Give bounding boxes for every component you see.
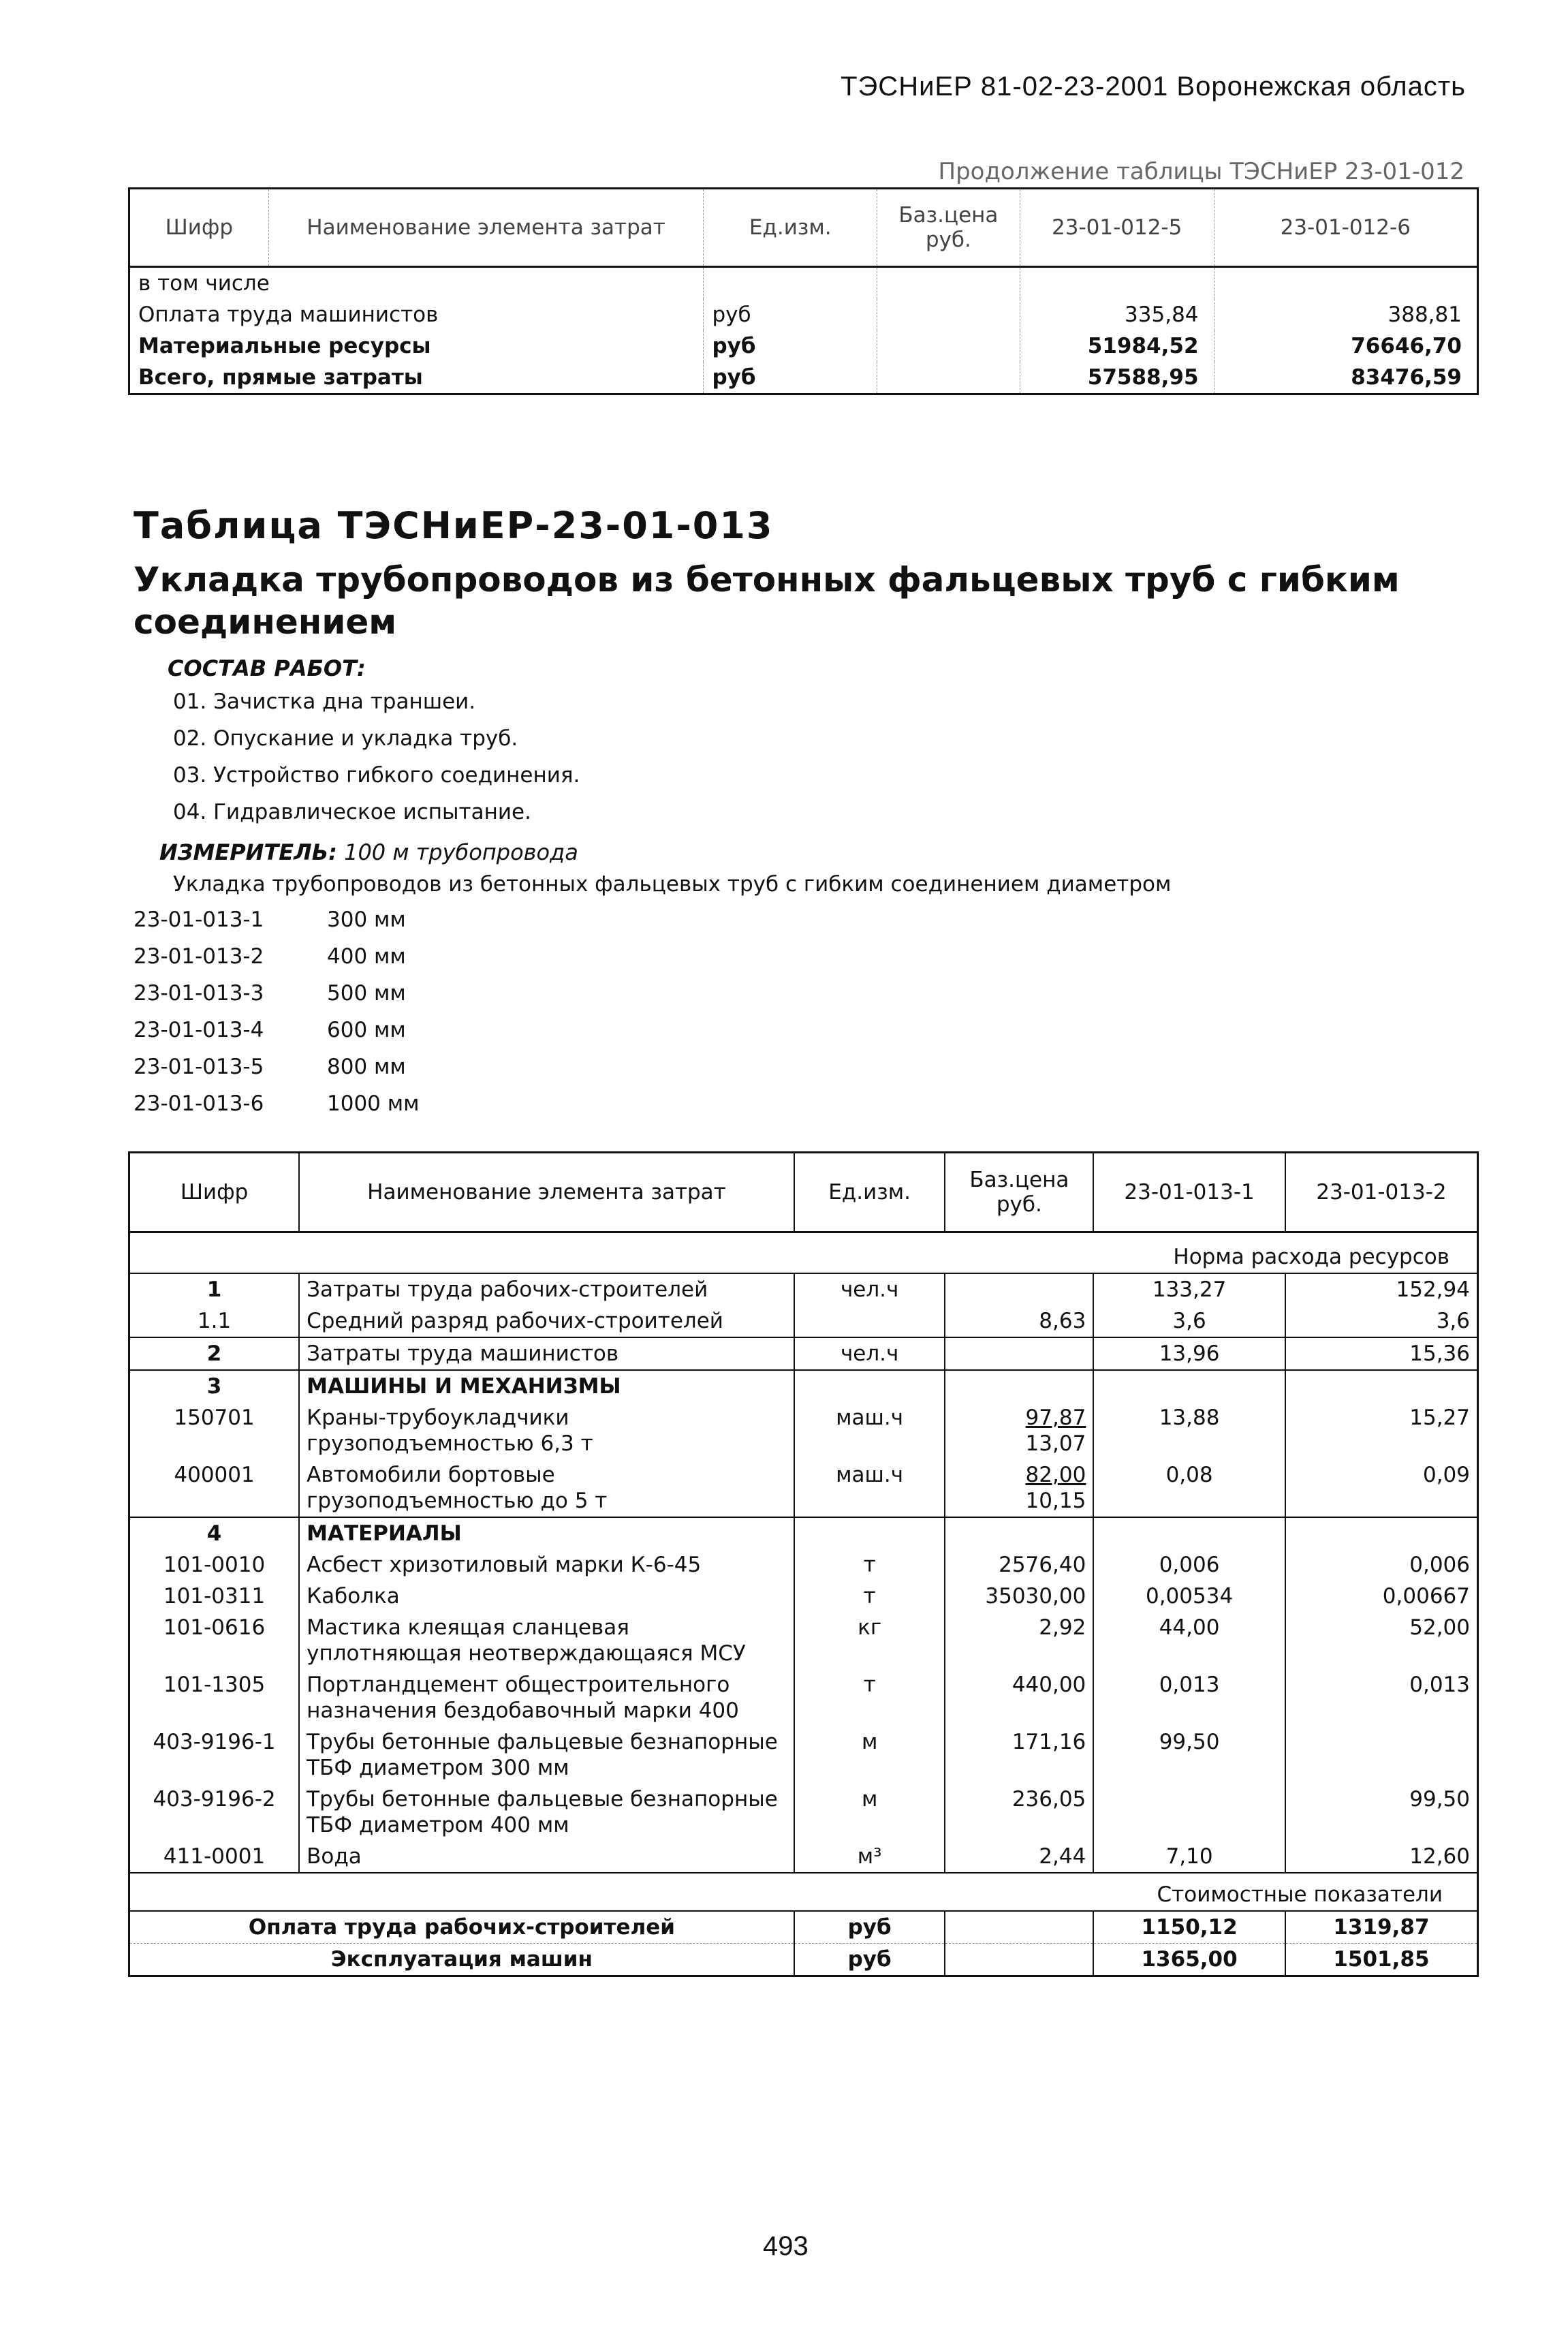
table-row [129, 1517, 1478, 1549]
row-v1: 44,00 [1093, 1612, 1285, 1669]
row-name: Трубы бетонные фальцевые безнапорные ТБФ диаметром 400 мм [299, 1784, 794, 1841]
row-name: Портландцемент общестроительного назначения бездобавочный марки 400 [299, 1669, 794, 1726]
row-unit: руб [704, 362, 877, 394]
row-v1: 0,00534 [1093, 1581, 1285, 1612]
col-header-name: Наименование элемента затрат [299, 1153, 794, 1232]
row-name: МАТЕРИАЛЫ [299, 1517, 794, 1549]
row-name: Всего, прямые затраты [138, 365, 423, 390]
col-header-unit: Ед.изм. [704, 189, 877, 267]
row-name: Автомобили бортовые грузоподъемностью до 5 т [299, 1459, 794, 1517]
row-v2: 99,50 [1285, 1784, 1478, 1841]
row-v1: 7,10 [1093, 1841, 1285, 1873]
row-price [945, 1273, 1093, 1305]
row-code: 101-1305 [163, 1673, 266, 1697]
continuation-table [128, 187, 1479, 395]
row-code: 101-0311 [163, 1584, 266, 1608]
row-price: 2,92 [945, 1612, 1093, 1669]
row-price: 2,44 [945, 1841, 1093, 1873]
continuation-header-row [129, 189, 1478, 267]
norm-diameter: 500 мм [327, 981, 406, 1006]
total-name: Эксплуатация машин [129, 1944, 794, 1976]
row-unit: т [794, 1581, 945, 1612]
total-row [129, 1944, 1478, 1976]
norm-code: 23-01-013-1 [134, 907, 264, 932]
row-v1: 51984,52 [1020, 330, 1214, 362]
norm-code: 23-01-013-6 [134, 1091, 264, 1116]
row-name: Затраты труда машинистов [299, 1337, 794, 1370]
table-title: Таблица ТЭСНиЕР-23-01-013 [134, 504, 774, 547]
table-row [129, 299, 1478, 330]
work-composition-label: СОСТАВ РАБОТ: [168, 655, 366, 681]
row-v1: 0,006 [1093, 1549, 1285, 1581]
row-v2: 3,6 [1285, 1305, 1478, 1337]
row-unit: т [794, 1549, 945, 1581]
row-price: 236,05 [945, 1784, 1093, 1841]
row-v1: 13,88 [1093, 1402, 1285, 1459]
table-row [129, 1581, 1478, 1612]
row-v1: 0,013 [1093, 1669, 1285, 1726]
row-code: 403-9196-2 [153, 1787, 276, 1812]
row-code: 1.1 [197, 1309, 232, 1333]
total-row [129, 1911, 1478, 1944]
table-row [129, 1402, 1478, 1459]
cost-band-label: Стоимостные показатели [129, 1873, 1478, 1911]
meter-line [159, 839, 578, 865]
row-code: 4 [206, 1521, 222, 1546]
row-v1: 57588,95 [1020, 362, 1214, 394]
total-unit: руб [794, 1911, 945, 1944]
total-unit: руб [794, 1944, 945, 1976]
row-unit: м³ [794, 1841, 945, 1873]
col-header-price: Баз.цена руб. [945, 1153, 1093, 1232]
row-name: Средний разряд рабочих-строителей [299, 1305, 794, 1337]
row-name: Краны-трубоукладчики грузоподъемностью 6,3 т [299, 1402, 794, 1459]
row-code: 411-0001 [163, 1844, 266, 1869]
row-name: МАШИНЫ И МЕХАНИЗМЫ [299, 1370, 794, 1402]
row-unit: м [794, 1726, 945, 1784]
work-item: 01. Зачистка дна траншеи. [173, 689, 476, 714]
norm-code: 23-01-013-2 [134, 944, 264, 969]
row-name: Материальные ресурсы [138, 334, 431, 358]
norm-code: 23-01-013-5 [134, 1055, 264, 1079]
row-price [945, 1337, 1093, 1370]
resource-table [128, 1151, 1479, 1977]
table-subtitle: Укладка трубопроводов из бетонных фальцевых труб с гибким соединением [134, 560, 1400, 642]
row-name: Трубы бетонные фальцевые безнапорные ТБФ диаметром 300 мм [299, 1726, 794, 1784]
row-price-machinist: 10,15 [1025, 1489, 1086, 1513]
continuation-caption: Продолжение таблицы ТЭСНиЕР 23-01-012 [938, 158, 1464, 185]
row-code: 1 [206, 1277, 222, 1302]
table-row [129, 1784, 1478, 1841]
row-v2: 15,36 [1285, 1337, 1478, 1370]
work-item: 02. Опускание и укладка труб. [173, 726, 518, 751]
table-row [129, 1726, 1478, 1784]
table-row [129, 1459, 1478, 1517]
row-v2: 0,006 [1285, 1549, 1478, 1581]
row-v2: 83476,59 [1214, 362, 1477, 394]
table-row [129, 1612, 1478, 1669]
row-code: 150701 [174, 1405, 255, 1430]
table-row [129, 362, 1478, 394]
meter-value: 100 м трубопровода [344, 839, 578, 865]
row-unit: т [794, 1669, 945, 1726]
row-v1: 13,96 [1093, 1337, 1285, 1370]
norm-diameter: 300 мм [327, 907, 406, 932]
row-v2: 388,81 [1214, 299, 1477, 330]
col-header-v1: 23-01-012-5 [1020, 189, 1214, 267]
row-code: 400001 [174, 1463, 255, 1487]
table-row [129, 1549, 1478, 1581]
norm-band-row [129, 1232, 1478, 1274]
row-name: Оплата труда машинистов [138, 302, 439, 327]
row-price-machinist: 13,07 [1025, 1431, 1086, 1456]
col-header-name: Наименование элемента затрат [268, 189, 704, 267]
table-row [129, 1273, 1478, 1305]
col-header-v2: 23-01-013-2 [1285, 1153, 1478, 1232]
row-price: 440,00 [945, 1669, 1093, 1726]
norm-code: 23-01-013-3 [134, 981, 264, 1006]
running-header: ТЭСНиЕР 81-02-23-2001 Воронежская область [841, 72, 1466, 102]
row-name: Мастика клеящая сланцевая уплотняющая неотверждающаяся МСУ [299, 1612, 794, 1669]
col-header-price: Баз.цена руб. [877, 189, 1020, 267]
row-price: 2576,40 [945, 1549, 1093, 1581]
norm-diameter: 1000 мм [327, 1091, 420, 1116]
row-unit: руб [704, 330, 877, 362]
table-row [129, 1305, 1478, 1337]
total-v1: 1365,00 [1093, 1944, 1285, 1976]
col-header-unit: Ед.изм. [794, 1153, 945, 1232]
row-unit [794, 1305, 945, 1337]
total-name: Оплата труда рабочих-строителей [248, 1915, 675, 1940]
row-unit: руб [704, 299, 877, 330]
cost-band-row [129, 1873, 1478, 1911]
row-unit: кг [794, 1612, 945, 1669]
row-unit: м [794, 1784, 945, 1841]
description: Укладка трубопроводов из бетонных фальцевых труб с гибким соединением диаметром [173, 872, 1172, 897]
row-unit: маш.ч [794, 1459, 945, 1517]
meter-label: ИЗМЕРИТЕЛЬ: [159, 839, 337, 865]
row-v1: 99,50 [1093, 1726, 1285, 1784]
row-unit: чел.ч [794, 1337, 945, 1370]
norm-diameter: 600 мм [327, 1018, 406, 1042]
total-v2: 1319,87 [1285, 1911, 1478, 1944]
row-code: 3 [206, 1374, 222, 1399]
row-v2: 76646,70 [1214, 330, 1477, 362]
table-row [129, 1370, 1478, 1402]
norm-band-label: Норма расхода ресурсов [1173, 1245, 1449, 1269]
row-v2: 0,09 [1285, 1459, 1478, 1517]
row-v2: 12,60 [1285, 1841, 1478, 1873]
col-header-v2: 23-01-012-6 [1214, 189, 1477, 267]
table-row [129, 267, 1478, 300]
row-code: 101-0010 [163, 1553, 266, 1577]
work-item: 03. Устройство гибкого соединения. [173, 763, 580, 788]
page-number: 493 [763, 2231, 809, 2261]
row-code: 2 [206, 1341, 222, 1366]
row-v1: 0,08 [1093, 1459, 1285, 1517]
row-name: Каболка [299, 1581, 794, 1612]
row-unit: чел.ч [794, 1273, 945, 1305]
table-row [129, 1669, 1478, 1726]
row-price: 171,16 [945, 1726, 1093, 1784]
row-name: в том числе [138, 271, 270, 296]
total-v2: 1501,85 [1285, 1944, 1478, 1976]
col-header-v1: 23-01-013-1 [1093, 1153, 1285, 1232]
row-v1: 3,6 [1093, 1305, 1285, 1337]
row-name: Вода [299, 1841, 794, 1873]
row-v2: 0,013 [1285, 1669, 1478, 1726]
row-v1 [1093, 1784, 1285, 1841]
row-v1: 133,27 [1093, 1273, 1285, 1305]
row-price: 97,87 [1025, 1405, 1086, 1430]
table-row [129, 1337, 1478, 1370]
norm-diameter: 400 мм [327, 944, 406, 969]
table-row [129, 1841, 1478, 1873]
row-code: 101-0616 [163, 1615, 266, 1640]
row-name: Асбест хризотиловый марки К-6-45 [299, 1549, 794, 1581]
norm-code: 23-01-013-4 [134, 1018, 264, 1042]
row-name: Затраты труда рабочих-строителей [299, 1273, 794, 1305]
norm-diameter: 800 мм [327, 1055, 406, 1079]
row-v2: 15,27 [1285, 1402, 1478, 1459]
total-v1: 1150,12 [1093, 1911, 1285, 1944]
row-v1: 335,84 [1020, 299, 1214, 330]
table-row [129, 330, 1478, 362]
row-price: 8,63 [945, 1305, 1093, 1337]
row-price: 35030,00 [945, 1581, 1093, 1612]
col-header-code: Шифр [129, 189, 269, 267]
resource-header-row [129, 1153, 1478, 1232]
row-v2: 52,00 [1285, 1612, 1478, 1669]
row-v2: 152,94 [1285, 1273, 1478, 1305]
row-unit: маш.ч [794, 1402, 945, 1459]
row-v2: 0,00667 [1285, 1581, 1478, 1612]
row-v2 [1285, 1726, 1478, 1784]
row-code: 403-9196-1 [153, 1730, 276, 1754]
row-price: 82,00 [1025, 1463, 1086, 1487]
work-item: 04. Гидравлическое испытание. [173, 800, 531, 824]
col-header-code: Шифр [129, 1153, 300, 1232]
